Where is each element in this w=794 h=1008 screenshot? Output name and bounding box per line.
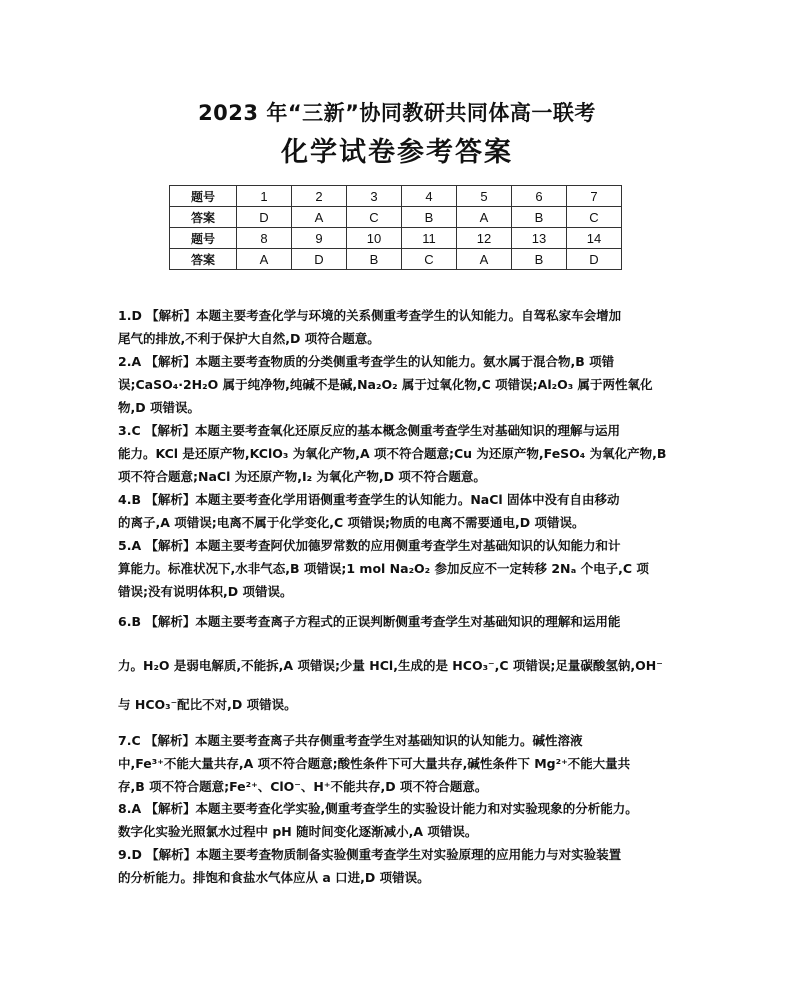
text-line: 4.B 【解析】本题主要考查化学用语侧重考查学生的认知能力。NaCl 固体中没有自由移动 xyxy=(118,492,620,507)
table-cell: C xyxy=(402,249,457,270)
exam-title: 2023 年“三新”协同教研共同体高一联考 xyxy=(198,101,596,125)
table-cell: 5 xyxy=(457,186,512,207)
text-line: 能力。KCl 是还原产物,KClO₃ 为氧化产物,A 项不符合题意;Cu 为还原产物,FeSO₄ 为氧化产物,B xyxy=(118,446,667,461)
explanation-4 xyxy=(118,488,688,534)
table-cell: D xyxy=(567,249,622,270)
table-cell: 4 xyxy=(402,186,457,207)
table-row xyxy=(170,207,622,228)
text-line: 2.A 【解析】本题主要考查物质的分类侧重考查学生的认知能力。氨水属于混合物,B 项错 xyxy=(118,354,615,369)
text-line: 7.C 【解析】本题主要考查离子共存侧重考查学生对基础知识的认知能力。碱性溶液 xyxy=(118,733,583,748)
answer-table xyxy=(169,185,622,270)
table-cell: 8 xyxy=(237,228,292,249)
text-line: 中,Fe³⁺不能大量共存,A 项不符合题意;酸性条件下可大量共存,碱性条件下 Mg²⁺不能大量共 xyxy=(118,756,631,771)
text-line: 8.A 【解析】本题主要考查化学实验,侧重考查学生的实验设计能力和对实验现象的分析能力。 xyxy=(118,801,638,816)
text-line: 存,B 项不符合题意;Fe²⁺、ClO⁻、H⁺不能共存,D 项不符合题意。 xyxy=(118,779,488,794)
table-cell: 14 xyxy=(567,228,622,249)
explanation-6 xyxy=(118,610,688,633)
explanation-6-cont xyxy=(118,654,688,677)
table-cell: B xyxy=(512,249,567,270)
table-cell: 13 xyxy=(512,228,567,249)
table-cell: A xyxy=(292,207,347,228)
table-cell: A xyxy=(457,249,512,270)
text-line: 9.D 【解析】本题主要考查物质制备实验侧重考查学生对实验原理的应用能力与对实验装置 xyxy=(118,847,622,862)
table-cell: D xyxy=(237,207,292,228)
table-cell: 10 xyxy=(347,228,402,249)
table-row xyxy=(170,228,622,249)
table-cell: C xyxy=(567,207,622,228)
explanation-7 xyxy=(118,729,688,798)
text-line: 的离子,A 项错误;电离不属于化学变化,C 项错误;物质的电离不需要通电,D 项错误。 xyxy=(118,515,585,530)
explanation-9 xyxy=(118,843,688,889)
text-line: 误;CaSO₄·2H₂O 属于纯净物,纯碱不是碱,Na₂O₂ 属于过氧化物,C 项错误;Al₂O₃ 属于两性氧化 xyxy=(118,377,653,392)
row-header: 题号 xyxy=(170,186,237,207)
table-cell: 3 xyxy=(347,186,402,207)
table-cell: 6 xyxy=(512,186,567,207)
table-cell: B xyxy=(347,249,402,270)
text-line: 算能力。标准状况下,水非气态,B 项错误;1 mol Na₂O₂ 参加反应不一定转移 2Nₐ 个电子,C 项 xyxy=(118,561,649,576)
document-title: 化学试卷参考答案 xyxy=(281,137,513,168)
table-cell: 12 xyxy=(457,228,512,249)
table-cell: 9 xyxy=(292,228,347,249)
text-line: 物,D 项错误。 xyxy=(118,400,200,415)
table-cell: 7 xyxy=(567,186,622,207)
explanation-6-end xyxy=(118,693,688,716)
explanation-3 xyxy=(118,419,688,488)
text-line: 与 HCO₃⁻配比不对,D 项错误。 xyxy=(118,697,297,712)
text-line: 3.C 【解析】本题主要考查氧化还原反应的基本概念侧重考查学生对基础知识的理解与运用 xyxy=(118,423,620,438)
text-line: 的分析能力。排饱和食盐水气体应从 a 口进,D 项错误。 xyxy=(118,870,430,885)
row-header: 答案 xyxy=(170,249,237,270)
text-line: 项不符合题意;NaCl 为还原产物,I₂ 为氧化产物,D 项不符合题意。 xyxy=(118,469,486,484)
table-cell: 11 xyxy=(402,228,457,249)
explanation-2 xyxy=(118,350,688,419)
table-cell: A xyxy=(457,207,512,228)
row-header: 答案 xyxy=(170,207,237,228)
table-row xyxy=(170,249,622,270)
table-cell: 1 xyxy=(237,186,292,207)
text-line: 尾气的排放,不利于保护大自然,D 项符合题意。 xyxy=(118,331,380,346)
text-line: 力。H₂O 是弱电解质,不能拆,A 项错误;少量 HCl,生成的是 HCO₃⁻,C 项错误;足量碳酸氢钠,OH⁻ xyxy=(118,658,663,673)
table-cell: D xyxy=(292,249,347,270)
explanation-5 xyxy=(118,534,688,603)
table-cell: C xyxy=(347,207,402,228)
text-line: 数字化实验光照氯水过程中 pH 随时间变化逐渐减小,A 项错误。 xyxy=(118,824,478,839)
text-line: 错误;没有说明体积,D 项错误。 xyxy=(118,584,293,599)
text-line: 5.A 【解析】本题主要考查阿伏加德罗常数的应用侧重考查学生对基础知识的认知能力和计 xyxy=(118,538,621,553)
text-line: 1.D 【解析】本题主要考查化学与环境的关系侧重考查学生的认知能力。自驾私家车会增加 xyxy=(118,308,622,323)
explanation-1 xyxy=(118,304,688,350)
explanation-8 xyxy=(118,797,688,843)
text-line: 6.B 【解析】本题主要考查离子方程式的正误判断侧重考查学生对基础知识的理解和运用能 xyxy=(118,614,621,629)
table-cell: 2 xyxy=(292,186,347,207)
table-cell: B xyxy=(512,207,567,228)
row-header: 题号 xyxy=(170,228,237,249)
table-row xyxy=(170,186,622,207)
table-cell: B xyxy=(402,207,457,228)
table-cell: A xyxy=(237,249,292,270)
